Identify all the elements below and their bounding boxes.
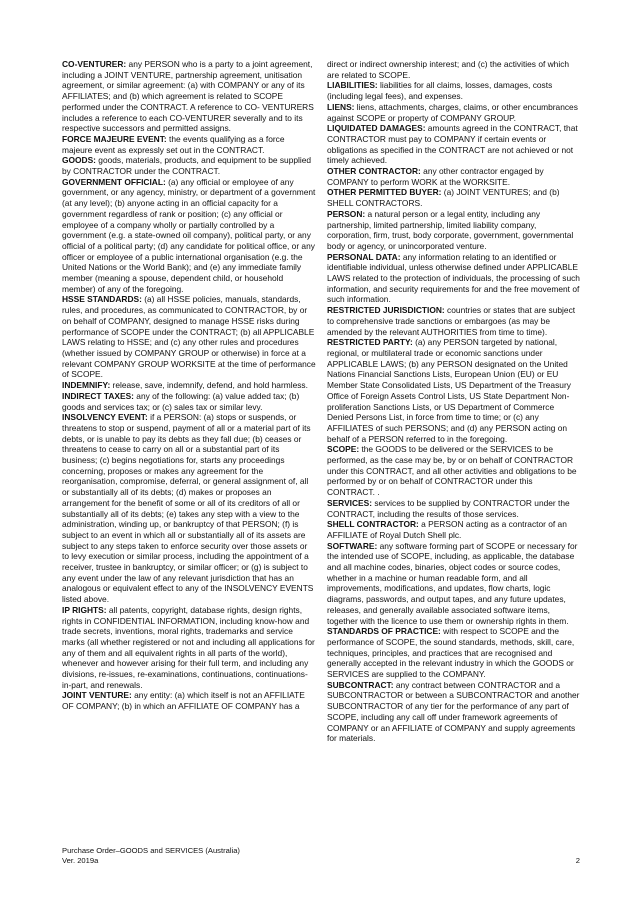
defined-term: CO-VENTURER: (62, 59, 127, 69)
definition-entry (327, 252, 581, 306)
defined-term: SERVICES: (327, 497, 372, 508)
right-column (327, 59, 581, 744)
defined-term: GOODS: (62, 155, 96, 166)
defined-term: OTHER PERMITTED BUYER: (327, 187, 442, 198)
definition-text: any software forming part of SCOPE or necessary for the intended use of SCOPE, including, as applicable, the database and all machine codes, binaries, object codes or source codes, whether in a machine or human readable form, and all improvements, modifications, and updates, flow charts, logic diagrams, passwords, and output tapes, and any future updates, releases, and generally available associated software items, together with the licence to use them or ownership rights in them. (327, 540, 578, 626)
definition-text: direct or indirect ownership interest; and (c) the activities of which are related to SCOPE. (327, 59, 570, 80)
defined-term: OTHER CONTRACTOR: (327, 166, 421, 177)
definition-entry (62, 690, 316, 711)
definition-entry (62, 412, 316, 605)
defined-term: PERSON: (327, 208, 366, 219)
definition-text: (a) JOINT VENTURES; and (b) SHELL CONTRACTORS. (327, 187, 560, 209)
definition-entry (327, 680, 581, 744)
definition-text: (a) any PERSON targeted by national, regional, or multilateral trade or economic sanctions under APPLICABLE LAWS; (b) any PERSON designated on the United Nations Financial Sanctions Lists, European Union (EU) or EU Member State Consolidated Lists, US Department of the Treasury Office of Foreign Assets Control Lists, US State Department Non-proliferation Sanctions Lists, or US Department of Commerce Denied Persons List, in force from time to time; or (c) any AFFILIATES of such PERSONS; and (d) any PERSON acting on behalf of a PERSON referred to in the foregoing. (327, 337, 571, 444)
definition-entry (62, 391, 316, 412)
definition-text: a PERSON acting as a contractor of an AFFILIATE of Royal Dutch Shell plc. (327, 519, 567, 540)
definition-entry (327, 444, 581, 498)
defined-term: LIENS: (327, 101, 355, 112)
definition-text: the events qualifying as a force majeure event as expressly set out in the CONTRACT. (62, 133, 285, 155)
defined-term: LIQUIDATED DAMAGES: (327, 123, 426, 134)
definition-text: with respect to SCOPE and the performance of SCOPE, the sound standards, methods, skill, care, techniques, principles, and practices that are recognised and generally accepted in the relevant industry in which the GOODS or SERVICES are supplied to the COMPANY. (327, 626, 575, 680)
defined-term: INDEMNIFY: (62, 380, 111, 391)
definition-text: any PERSON who is a party to a joint agreement, including a JOINT VENTURE, partnership agreement, unitisation agreement, or similar agreement: (a) with COMPANY or any of its AFFILIATES; and (b) which agreement is related to SCOPE performed under the CONTRACT. A reference to CO- VENTURERS includes a reference to each CO-VENTURER severally and to its respective successors and permitted assigns. (62, 59, 314, 134)
footer (62, 846, 240, 866)
defined-term: RESTRICTED PARTY: (327, 337, 413, 348)
definition-text: a natural person or a legal entity, including any partnership, limited partnership, limited liability company, corporation, firm, trust, body corporate, government, governmental body or agency, or unincorporated venture. (327, 208, 574, 251)
defined-term: IP RIGHTS: (62, 604, 107, 615)
definition-entry (327, 80, 581, 101)
definition-text: any entity: (a) which itself is not an AFFILIATE OF COMPANY; (b) in which an AFFILIATE OF COMPANY has a (62, 690, 305, 712)
definition-entry (62, 155, 316, 176)
definition-entry (327, 519, 581, 540)
defined-term: FORCE MAJEURE EVENT: (62, 133, 167, 144)
definition-text: goods, materials, products, and equipment to be supplied by CONTRACTOR under the CONTRACT. (62, 155, 312, 177)
defined-term: STANDARDS OF PRACTICE: (327, 626, 441, 637)
definition-entry (62, 177, 316, 295)
definition-text: countries or states that are subject to comprehensive trade sanctions or embargoes (as may be amended by the relevant AUTHORITIES from time to time). (327, 305, 576, 337)
definition-entry (62, 380, 316, 391)
definition-text: (a) all HSSE policies, manuals, standards, rules, and procedures, as communicated to CONTRACTOR, by or on behalf of COMPANY, designed to manage HSSE risks during performance of SCOPE under the CONTRACT; (b) all APPLICABLE LAWS relating to HSSE; and (c) any other rules and procedures (whether issued by COMPANY GROUP or otherwise) in force at a relevant COMPANY GROUP WORKSITE at the time of performance of SCOPE. (62, 294, 316, 380)
definition-entry (62, 605, 316, 691)
defined-term: SCOPE: (327, 444, 360, 455)
definition-text: any information relating to an identified or identifiable individual, unless otherwise defined under APPLICABLE LAWS related to the protection of individuals, the processing of such information, and security requirements for and the free movement of such information. (327, 251, 580, 305)
defined-term: RESTRICTED JURISDICTION: (327, 305, 445, 316)
definition-text: release, save, indemnify, defend, and hold harmless. (110, 380, 308, 391)
footer-version: Ver. 2019a (62, 856, 99, 865)
definition-text: any of the following: (a) value added tax; (b) goods and services tax; or (c) sales tax or similar levy. (62, 390, 300, 412)
definition-text: services to be supplied by CONTRACTOR under the CONTRACT, including the results of those services. (327, 497, 570, 519)
page-number: 2 (575, 856, 580, 865)
defined-term: SUBCONTRACT: (327, 679, 394, 690)
defined-term: INSOLVENCY EVENT: (62, 412, 148, 423)
definition-entry (327, 102, 581, 123)
definition-entry (62, 294, 316, 380)
definition-text: any contract between CONTRACTOR and a SUBCONTRACTOR or between a SUBCONTRACTOR and another SUBCONTRACTOR of any tier for the performance of any part of SCOPE, including any call off under framework agreements of COMPANY or an AFFILIATE of COMPANY and supply agreements for materials. (327, 679, 580, 744)
defined-term: PERSONAL DATA: (327, 251, 401, 262)
definition-entry (327, 166, 581, 187)
definition-entry (327, 209, 581, 252)
definition-entry (327, 541, 581, 627)
defined-term: LIABILITIES: (327, 80, 378, 91)
definition-entry (327, 187, 581, 208)
definition-entry (327, 123, 581, 166)
definition-text: the GOODS to be delivered or the SERVICES to be performed, as the case may be, by or on behalf of CONTRACTOR under this CONTRACT, and all other activities and obligations to be performed by or on behalf of CONTRACTOR under this CONTRACT. . (327, 444, 577, 498)
left-column (62, 59, 316, 712)
definition-text: if a PERSON: (a) stops or suspends, or threatens to stop or suspend, payment of all or a material part of its debts, or is unable to pay its debts as they fall due; (b) ceases or threatens to cease to carry on all or a substantial part of its business; (c) begins negotiations for, starts any proceedings concerning, proposes or makes any agreement for the reorganisation, compromise, deferral, or general assignment of, all or substantially all of its debts; (d) makes or proposes an arrangement for the benefit of some or all of its creditors of all or substantially all of its debts; (e) takes any step with a view to the administration, winding up, or bankruptcy of that PERSON; (f) is subject to an event in which all or substantially all of its assets are subject to any steps taken to enforce security over those assets or to levy execution or similar process, including the appointment of a receiver, trustee in bankruptcy, or similar officer; or (g) is subject to any event under the law of any relevant jurisdiction that has an analogous or equivalent effect to any of the INSOLVENCY EVENTS listed above. (62, 412, 314, 605)
definition-text: (a) any official or employee of any government, or any agency, ministry, or department of a government (at any level); (b) anyone acting in an official capacity for a government regardless of rank or position; (c) any official or employee of a company wholly or partially controlled by a government (e.g. a state-owned oil company), political party, or any official of a political party; (d) any candidate for political office, or any officer or employee of a public international organisation (e.g. the United Nations or the World Bank); and (e) any immediate family member (meaning a spouse, dependent child, or household member) of any of the foregoing. (62, 176, 316, 294)
definition-text: all patents, copyright, database rights, design rights, rights in CONFIDENTIAL INFORMATION, including know-how and trade secrets, inventions, moral rights, trademarks and service marks (all whether registered or not and including all applications for any of them and all equivalent rights in all parts of the world), whenever and however arising for their full term, and including any divisions, re-issues, re-examinations, continuations, continuations-in-part, and renewals. (62, 604, 315, 690)
definition-entry (327, 59, 581, 80)
defined-term: SOFTWARE: (327, 540, 378, 551)
definition-entry (327, 305, 581, 337)
defined-term: INDIRECT TAXES: (62, 390, 134, 401)
footer-title: Purchase Order–GOODS and SERVICES (Australia) (62, 846, 240, 855)
defined-term: SHELL CONTRACTOR: (327, 519, 419, 530)
defined-term: GOVERNMENT OFFICIAL: (62, 176, 166, 187)
definition-text: liabilities for all claims, losses, damages, costs (including legal fees), and expenses. (327, 80, 553, 102)
definition-entry (62, 59, 316, 134)
definition-text: any other contractor engaged by COMPANY to perform WORK at the WORKSITE. (327, 166, 544, 187)
definition-text: liens, attachments, charges, claims, or other encumbrances against SCOPE or property of COMPANY GROUP. (327, 101, 578, 123)
definition-entry (327, 498, 581, 519)
definition-entry (327, 626, 581, 680)
defined-term: HSSE STANDARDS: (62, 294, 142, 305)
defined-term: JOINT VENTURE: (62, 690, 132, 701)
definition-text: amounts agreed in the CONTRACT, that CONTRACTOR must pay to COMPANY if certain events or obligations as specified in the CONTRACT are not achieved or not timely achieved. (327, 123, 578, 166)
definition-entry (327, 337, 581, 444)
definition-entry (62, 134, 316, 155)
